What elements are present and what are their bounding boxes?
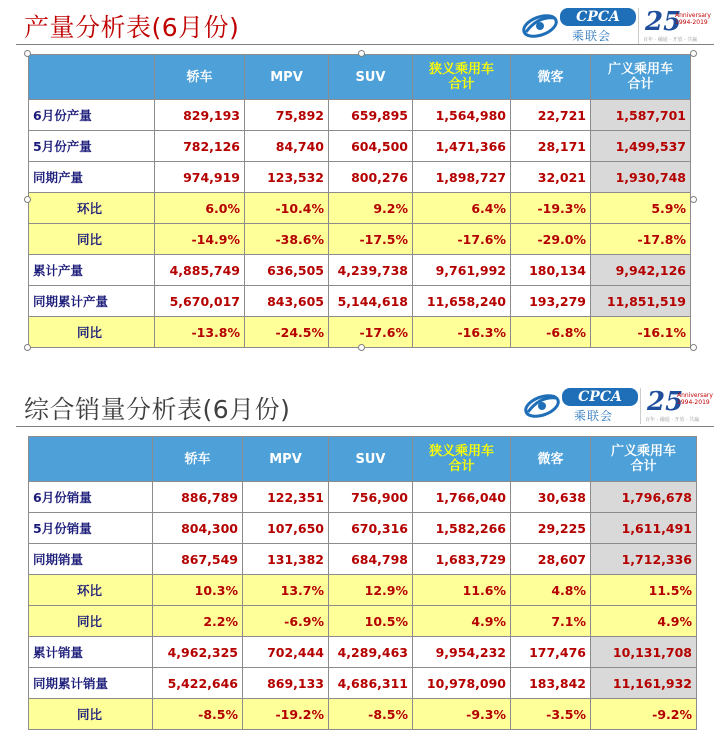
table-cell: 22,721 (511, 100, 591, 131)
table-cell: 1,898,727 (413, 162, 511, 193)
table-cell: 32,021 (511, 162, 591, 193)
table-cell: 1,564,980 (413, 100, 511, 131)
table-cell: 867,549 (153, 544, 243, 575)
table-cell: 123,532 (245, 162, 329, 193)
table-cell: 29,225 (511, 513, 591, 544)
production-table (28, 54, 691, 348)
table-cell: -17.6% (413, 224, 511, 255)
row-label: 6月份产量 (29, 100, 155, 131)
table-cell: 782,126 (155, 131, 245, 162)
title-divider (16, 426, 714, 427)
table-cell: 1,499,537 (591, 131, 691, 162)
anniversary-subtitle: 百年 · 融通 · 开放 · 共赢 (645, 417, 700, 423)
table-cell: 9.2% (329, 193, 413, 224)
column-header: 广义乘用车 合计 (591, 55, 691, 100)
table-cell: 7.1% (511, 606, 591, 637)
table-cell: 193,279 (511, 286, 591, 317)
table-row (29, 637, 697, 668)
table-cell: 10,978,090 (413, 668, 511, 699)
sales-title: 综合销量分析表(6月份) (24, 395, 291, 424)
table-cell: 9,761,992 (413, 255, 511, 286)
table-cell: 1,766,040 (413, 482, 511, 513)
table-cell: 1,683,729 (413, 544, 511, 575)
selection-handle[interactable] (24, 344, 31, 351)
table-cell: 10.5% (329, 606, 413, 637)
table-cell: 107,650 (243, 513, 329, 544)
cpca-wordmark: CPCA (562, 388, 638, 406)
cpca-swoosh-icon (522, 390, 562, 422)
table-cell: 4.9% (591, 606, 697, 637)
table-cell: 9,942,126 (591, 255, 691, 286)
table-cell: -13.8% (155, 317, 245, 348)
anniversary-subtitle: 百年 · 融通 · 开放 · 共赢 (643, 37, 698, 43)
table-row (29, 286, 691, 317)
table-cell: 183,842 (511, 668, 591, 699)
table-cell: -29.0% (511, 224, 591, 255)
cpca-swoosh-icon (520, 10, 560, 42)
table-cell: -8.5% (153, 699, 243, 730)
selection-handle[interactable] (690, 344, 697, 351)
table-row (29, 482, 697, 513)
anniversary-badge (640, 388, 720, 424)
table-cell: -24.5% (245, 317, 329, 348)
table-cell: 886,789 (153, 482, 243, 513)
row-label: 同期产量 (29, 162, 155, 193)
table-cell: 4,289,463 (329, 637, 413, 668)
table-row (29, 513, 697, 544)
table-cell: 659,895 (329, 100, 413, 131)
table-row (29, 317, 691, 348)
table-cell: -6.9% (243, 606, 329, 637)
row-label: 5月份产量 (29, 131, 155, 162)
row-label: 同期销量 (29, 544, 153, 575)
table-cell: 869,133 (243, 668, 329, 699)
table-cell: 4,686,311 (329, 668, 413, 699)
table-cell: -10.4% (245, 193, 329, 224)
table-cell: -19.2% (243, 699, 329, 730)
table-cell: 28,171 (511, 131, 591, 162)
anniversary-badge (638, 8, 718, 44)
table-cell: 11.6% (413, 575, 511, 606)
row-label: 累计销量 (29, 637, 153, 668)
table-cell: 11.5% (591, 575, 697, 606)
table-cell: 4,885,749 (155, 255, 245, 286)
table-cell: -6.8% (511, 317, 591, 348)
column-header: 广义乘用车 合计 (591, 437, 697, 482)
cpca-logo (520, 8, 720, 44)
table-cell: 829,193 (155, 100, 245, 131)
row-label: 同期累计销量 (29, 668, 153, 699)
table-cell: -8.5% (329, 699, 413, 730)
table-header-row (29, 437, 697, 482)
table-row (29, 193, 691, 224)
selection-handle[interactable] (358, 344, 365, 351)
table-cell: 5,670,017 (155, 286, 245, 317)
column-header: 微客 (511, 437, 591, 482)
table-cell: 4.9% (413, 606, 511, 637)
table-cell: 10,131,708 (591, 637, 697, 668)
table-cell: -9.3% (413, 699, 511, 730)
table-corner-cell (29, 55, 155, 100)
column-header: SUV (329, 55, 413, 100)
row-label: 环比 (29, 193, 155, 224)
table-cell: 800,276 (329, 162, 413, 193)
table-cell: 122,351 (243, 482, 329, 513)
row-label: 累计产量 (29, 255, 155, 286)
anniversary-text: Anniversary 1994-2019 (677, 392, 713, 406)
table-cell: -14.9% (155, 224, 245, 255)
table-cell: 974,919 (155, 162, 245, 193)
row-label: 环比 (29, 575, 153, 606)
cpca-chinese-name: 乘联会 (572, 29, 612, 43)
table-cell: -3.5% (511, 699, 591, 730)
table-cell: -16.1% (591, 317, 691, 348)
table-row (29, 606, 697, 637)
table-cell: 5.9% (591, 193, 691, 224)
row-label: 同比 (29, 606, 153, 637)
table-cell: 131,382 (243, 544, 329, 575)
table-cell: 10.3% (153, 575, 243, 606)
anniversary-number: 25 (645, 7, 682, 37)
sales-section (0, 380, 724, 744)
cpca-chinese-name: 乘联会 (574, 409, 614, 423)
table-corner-cell (29, 437, 153, 482)
anniversary-text: Anniversary 1994-2019 (675, 12, 711, 26)
table-row (29, 131, 691, 162)
cpca-wordmark: CPCA (560, 8, 636, 26)
column-header: 狭义乘用车 合计 (413, 55, 511, 100)
table-cell: 636,505 (245, 255, 329, 286)
table-row (29, 100, 691, 131)
table-cell: 28,607 (511, 544, 591, 575)
table-cell: 1,712,336 (591, 544, 697, 575)
sales-table (28, 436, 697, 730)
table-cell: 1,582,266 (413, 513, 511, 544)
table-row (29, 544, 697, 575)
table-cell: 804,300 (153, 513, 243, 544)
table-row (29, 575, 697, 606)
row-label: 同期累计产量 (29, 286, 155, 317)
table-cell: 1,587,701 (591, 100, 691, 131)
selection-handle[interactable] (690, 196, 697, 203)
table-row (29, 668, 697, 699)
table-cell: 2.2% (153, 606, 243, 637)
table-cell: 11,851,519 (591, 286, 691, 317)
table-cell: -17.8% (591, 224, 691, 255)
table-cell: 30,638 (511, 482, 591, 513)
table-cell: 177,476 (511, 637, 591, 668)
row-label: 同比 (29, 317, 155, 348)
table-cell: 180,134 (511, 255, 591, 286)
table-cell: 11,658,240 (413, 286, 511, 317)
column-header: MPV (243, 437, 329, 482)
table-cell: 12.9% (329, 575, 413, 606)
table-cell: 702,444 (243, 637, 329, 668)
table-cell: -38.6% (245, 224, 329, 255)
table-cell: 604,500 (329, 131, 413, 162)
table-cell: 9,954,232 (413, 637, 511, 668)
column-header: 微客 (511, 55, 591, 100)
table-cell: 75,892 (245, 100, 329, 131)
table-cell: 1,471,366 (413, 131, 511, 162)
selection-handle[interactable] (690, 50, 697, 57)
table-cell: 756,900 (329, 482, 413, 513)
column-header: 轿车 (155, 55, 245, 100)
selection-handle[interactable] (24, 196, 31, 203)
selection-handle[interactable] (24, 50, 31, 57)
cpca-logo (522, 388, 722, 424)
selection-handle[interactable] (358, 50, 365, 57)
table-header-row (29, 55, 691, 100)
table-cell: 1,611,491 (591, 513, 697, 544)
table-cell: 5,144,618 (329, 286, 413, 317)
title-divider (16, 44, 714, 45)
table-cell: -19.3% (511, 193, 591, 224)
table-row (29, 255, 691, 286)
anniversary-number: 25 (647, 387, 684, 417)
table-cell: -9.2% (591, 699, 697, 730)
table-cell: 684,798 (329, 544, 413, 575)
table-cell: 4,962,325 (153, 637, 243, 668)
table-cell: 11,161,932 (591, 668, 697, 699)
table-cell: 84,740 (245, 131, 329, 162)
column-header: 狭义乘用车 合计 (413, 437, 511, 482)
table-cell: 670,316 (329, 513, 413, 544)
row-label: 同比 (29, 699, 153, 730)
table-cell: 1,930,748 (591, 162, 691, 193)
row-label: 6月份销量 (29, 482, 153, 513)
table-cell: 5,422,646 (153, 668, 243, 699)
table-cell: 6.0% (155, 193, 245, 224)
table-cell: 13.7% (243, 575, 329, 606)
production-title: 产量分析表(6月份) (24, 13, 240, 42)
table-cell: 4.8% (511, 575, 591, 606)
column-header: 轿车 (153, 437, 243, 482)
row-label: 同比 (29, 224, 155, 255)
table-cell: 6.4% (413, 193, 511, 224)
column-header: SUV (329, 437, 413, 482)
row-label: 5月份销量 (29, 513, 153, 544)
table-cell: 1,796,678 (591, 482, 697, 513)
table-cell: -17.6% (329, 317, 413, 348)
column-header: MPV (245, 55, 329, 100)
table-row (29, 699, 697, 730)
table-row (29, 224, 691, 255)
table-cell: -16.3% (413, 317, 511, 348)
table-cell: -17.5% (329, 224, 413, 255)
production-section (0, 0, 724, 360)
table-cell: 4,239,738 (329, 255, 413, 286)
table-cell: 843,605 (245, 286, 329, 317)
table-row (29, 162, 691, 193)
